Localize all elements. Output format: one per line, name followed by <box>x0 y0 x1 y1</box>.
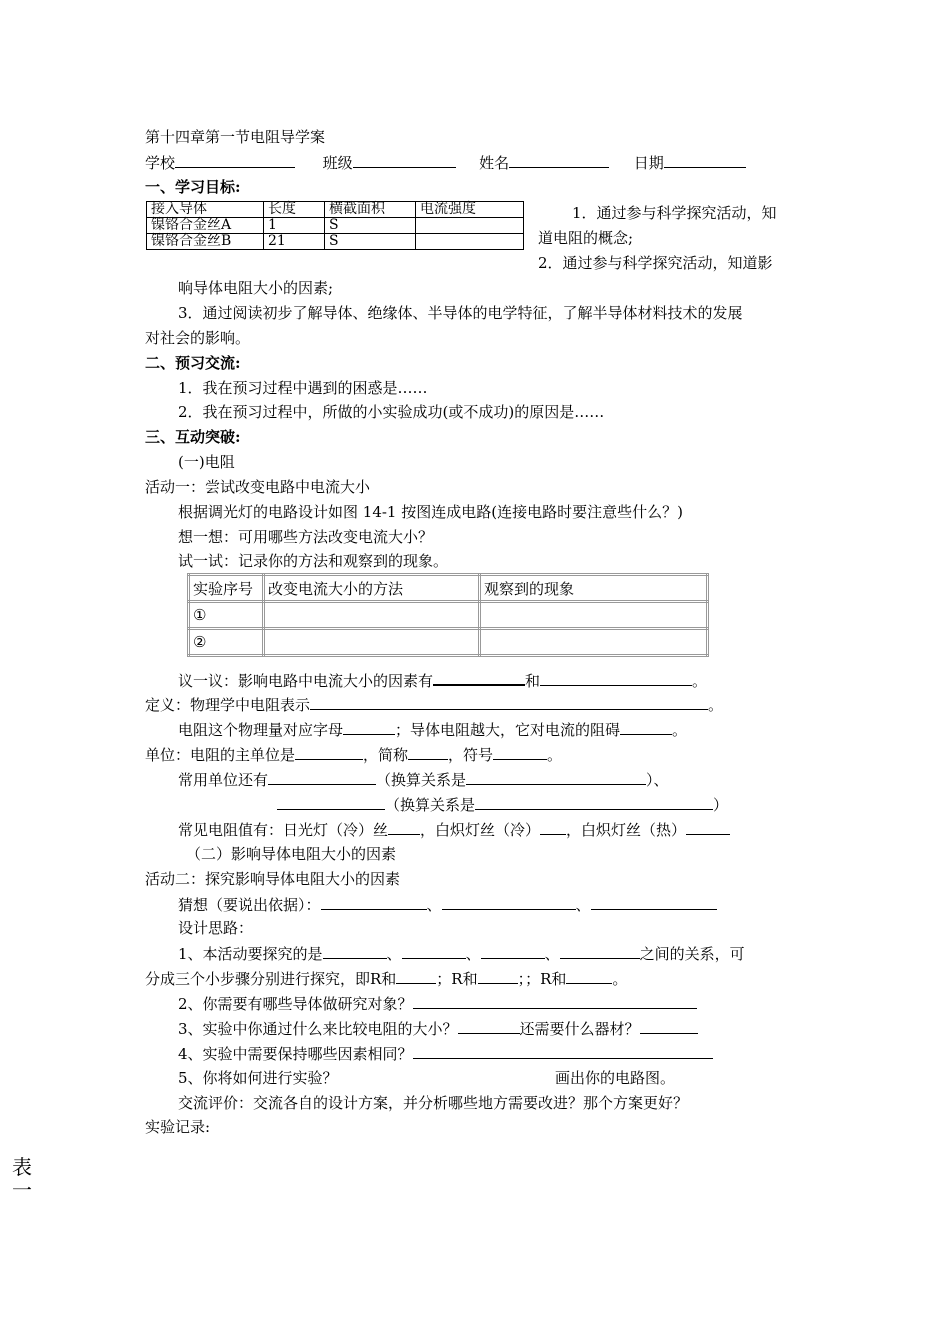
period: 。 <box>547 746 563 764</box>
table-header-cell: 观察到的现象 <box>480 575 708 602</box>
definition-line2 <box>178 719 687 740</box>
table-row <box>189 602 708 629</box>
step2-label: 2、你需要有哪些导体做研究对象？ <box>178 995 413 1013</box>
section3-heading: 三、互动突破: <box>145 428 241 446</box>
table-cell[interactable] <box>480 602 708 629</box>
table-cell[interactable] <box>416 234 524 250</box>
step1-blank-4[interactable] <box>560 943 640 959</box>
table-cell: 1 <box>264 218 325 234</box>
table-row <box>147 218 524 234</box>
abbr-blank[interactable] <box>408 744 448 760</box>
guess-blank-1[interactable] <box>321 894 427 910</box>
conversion-label: （换算关系是 <box>376 771 467 789</box>
incandescent-hot-blank[interactable] <box>686 819 730 835</box>
step1-blank-1[interactable] <box>323 943 387 959</box>
step1-line <box>178 943 745 964</box>
common-units-line <box>178 769 669 790</box>
r-and-label: ；R和 <box>436 970 478 988</box>
common-units-line2 <box>277 794 728 815</box>
goal-2b: 响导体电阻大小的因素; <box>178 279 334 297</box>
step3-label: 3、实验中你通过什么来比较电阻的大小？ <box>178 1020 458 1038</box>
separator: 、 <box>465 945 481 963</box>
table-cell: S <box>325 218 416 234</box>
common-unit-blank-2[interactable] <box>277 794 385 810</box>
conversion-blank-2[interactable] <box>475 794 713 810</box>
r-and-blank-1[interactable] <box>396 968 436 984</box>
table-cell: 镍铬合金丝B <box>147 234 264 250</box>
r-and-blank-2[interactable] <box>478 968 518 984</box>
incandescent-cold-blank[interactable] <box>540 819 566 835</box>
table-row <box>189 575 708 602</box>
conversion-close: ） <box>713 796 729 814</box>
table-cell[interactable] <box>264 629 480 656</box>
guess-line <box>178 894 717 915</box>
guess-blank-2[interactable] <box>442 894 576 910</box>
activity-1-line3: 试一试：记录你的方法和观察到的现象。 <box>178 552 449 570</box>
step1-line2 <box>145 968 627 989</box>
step4-line <box>178 1043 713 1064</box>
and-label: 和 <box>525 672 541 690</box>
step1-split-label: 分成三个小步骤分别进行探究，即R和 <box>145 970 397 988</box>
step3-line <box>178 1018 698 1039</box>
guess-label: 猜想（要说出依据）： <box>178 896 321 914</box>
conversion-blank-1[interactable] <box>466 769 646 785</box>
conversion-label: （换算关系是 <box>385 796 476 814</box>
name-label: 姓名 <box>479 154 510 172</box>
definition-label: 定义：物理学中电阻表示 <box>145 696 311 714</box>
preview-q2: 2．我在预习过程中，所做的小实验成功(或不成功)的原因是…… <box>178 403 605 421</box>
separator: 、 <box>386 945 402 963</box>
table-header-cell: 实验序号 <box>189 575 264 602</box>
step4-blank[interactable] <box>413 1043 713 1059</box>
subsection-factors: （二）影响导体电阻大小的因素 <box>186 845 397 863</box>
fluorescent-label: 常见电阻值有：日光灯（冷）丝 <box>178 821 389 839</box>
design-label: 设计思路： <box>178 919 254 937</box>
subsection-resistance: (一)电阻 <box>178 453 235 471</box>
table-cell: S <box>325 234 416 250</box>
period: 。 <box>692 672 708 690</box>
activity-1-line2: 想一想：可用哪些方法改变电流大小？ <box>178 528 434 546</box>
unit-line <box>145 744 562 765</box>
table-header-cell: 电流强度 <box>416 202 524 218</box>
experiment-table <box>187 573 709 657</box>
date-field[interactable] <box>664 152 746 168</box>
goal-1a: 1．通过参与科学探究活动，知 <box>572 204 777 222</box>
table-row <box>147 202 524 218</box>
discuss-label: 议一议：影响电路中电流大小的因素有 <box>178 672 434 690</box>
goal-1b: 道电阻的概念; <box>538 229 634 247</box>
common-units-label: 常用单位还有 <box>178 771 269 789</box>
separator: 、 <box>426 896 442 914</box>
school-label: 学校 <box>145 154 176 172</box>
incandescent-hot-label: ，白炽灯丝（热） <box>566 821 687 839</box>
table-header-cell: 横截面积 <box>325 202 416 218</box>
evaluation-line: 交流评价：交流各自的设计方案，并分析哪些地方需要改进？那个方案更好？ <box>178 1094 689 1112</box>
period: 。 <box>612 970 628 988</box>
equipment-label: 还需要什么器材？ <box>519 1020 640 1038</box>
r-and-blank-3[interactable] <box>566 968 612 984</box>
period: 。 <box>672 721 688 739</box>
period: 。 <box>708 696 724 714</box>
table-header-cell: 接入导体 <box>147 202 264 218</box>
unit-blank[interactable] <box>295 744 363 760</box>
table-cell: 21 <box>264 234 325 250</box>
table-row <box>189 629 708 656</box>
step5-b: 画出你的电路图。 <box>555 1069 676 1087</box>
separator: ； <box>517 970 526 988</box>
letter-label: 电阻这个物理量对应字母 <box>178 721 344 739</box>
table-cell: ① <box>189 602 264 629</box>
preview-q1: 1．我在预习过程中遇到的困惑是…… <box>178 379 428 397</box>
table-header-cell: 改变电流大小的方法 <box>264 575 480 602</box>
class-field[interactable] <box>353 152 456 168</box>
step1-blank-2[interactable] <box>402 943 466 959</box>
discuss-line <box>178 669 707 691</box>
hinder-blank[interactable] <box>620 719 672 735</box>
section1-heading: 一、学习目标: <box>145 178 241 196</box>
factor-blank-2[interactable] <box>540 670 692 686</box>
activity-1-line1: 根据调光灯的电路设计如图 14-1 按图连成电路(连接电路时要注意些什么？) <box>178 503 683 521</box>
table-cell[interactable] <box>416 218 524 234</box>
guess-blank-3[interactable] <box>591 894 717 910</box>
table-one-label: 表一 <box>12 1155 32 1202</box>
step3-blank-1[interactable] <box>458 1018 520 1034</box>
class-label: 班级 <box>322 154 353 172</box>
step5-a: 5、你将如何进行实验？ <box>178 1069 338 1087</box>
separator: 、 <box>575 896 591 914</box>
symbol-blank[interactable] <box>493 744 547 760</box>
page-title: 第十四章第一节电阻导学案 <box>145 128 326 146</box>
step1-blank-3[interactable] <box>481 943 545 959</box>
goal-3b: 对社会的影响。 <box>145 329 251 347</box>
factor-blank-1[interactable] <box>433 669 525 686</box>
step1-relation: 之间的关系，可 <box>639 945 745 963</box>
conductor-table <box>146 201 524 250</box>
step2-line <box>178 993 697 1014</box>
definition-blank[interactable] <box>310 694 708 710</box>
common-values-line <box>178 819 730 840</box>
date-label: 日期 <box>633 154 664 172</box>
step3-blank-2[interactable] <box>640 1018 698 1034</box>
step2-blank[interactable] <box>413 993 697 1009</box>
activity-1-title: 活动一：尝试改变电路中电流大小 <box>145 478 371 496</box>
incandescent-cold-label: ，白炽灯丝（冷） <box>420 821 541 839</box>
info-line <box>145 152 746 173</box>
conversion-close: ）、 <box>646 771 669 789</box>
table-cell[interactable] <box>480 629 708 656</box>
table-row <box>147 234 524 250</box>
school-field[interactable] <box>175 152 295 168</box>
letter-blank[interactable] <box>343 719 395 735</box>
fluorescent-blank[interactable] <box>388 819 420 835</box>
activity-2-title: 活动二：探究影响导体电阻大小的因素 <box>145 870 401 888</box>
unit-label: 单位：电阻的主单位是 <box>145 746 296 764</box>
hinder-label: ；导体电阻越大，它对电流的阻碍 <box>395 721 621 739</box>
separator: 、 <box>544 945 560 963</box>
table-cell[interactable] <box>264 602 480 629</box>
abbr-label: ，简称 <box>363 746 409 764</box>
record-label: 实验记录: <box>145 1118 211 1136</box>
table-header-cell: 长度 <box>264 202 325 218</box>
table-cell: ② <box>189 629 264 656</box>
section2-heading: 二、预习交流: <box>145 354 241 372</box>
goal-3a: 3．通过阅读初步了解导体、绝缘体、半导体的电学特征，了解半导体材料技术的发展 <box>178 304 743 322</box>
name-field[interactable] <box>509 152 609 168</box>
goal-2a: 2．通过参与科学探究活动，知道影 <box>538 254 773 272</box>
definition-line <box>145 694 723 715</box>
common-unit-blank-1[interactable] <box>268 769 376 785</box>
step4-label: 4、实验中需要保持哪些因素相同？ <box>178 1045 413 1063</box>
table-cell: 镍铬合金丝A <box>147 218 264 234</box>
step1-label: 1、本活动要探究的是 <box>178 945 323 963</box>
r-and-label: ；R和 <box>525 970 567 988</box>
symbol-label: ，符号 <box>448 746 494 764</box>
